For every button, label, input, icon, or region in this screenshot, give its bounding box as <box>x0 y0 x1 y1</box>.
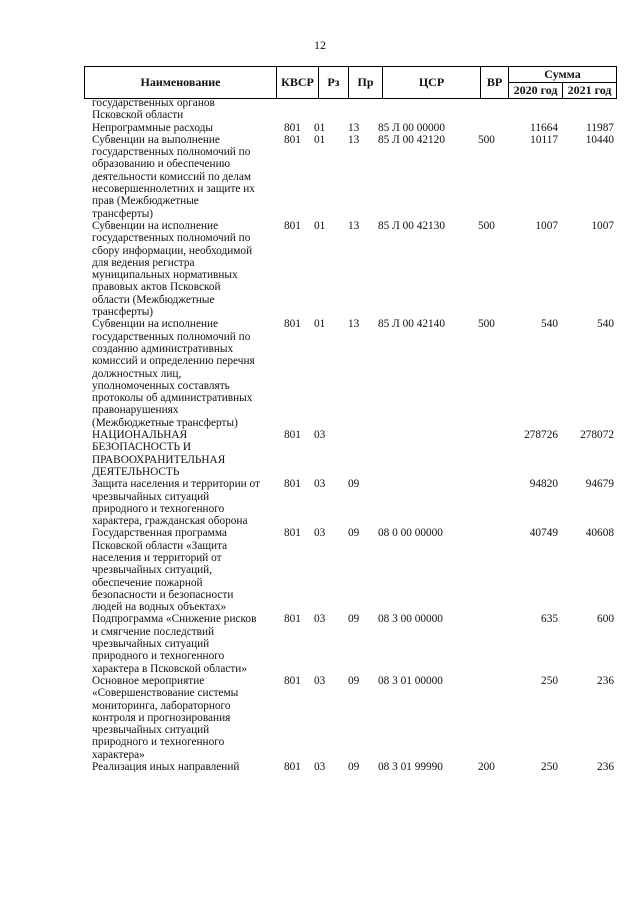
cell-csr: 08 3 01 00000 <box>378 674 443 687</box>
cell-rz: 03 <box>314 674 326 687</box>
cell-y2020 <box>508 97 558 122</box>
header-rz: Рз <box>319 67 349 99</box>
cell-rz: 01 <box>314 121 326 134</box>
table-header <box>84 66 617 99</box>
cell-pr: 09 <box>348 478 360 491</box>
cell-name: Реализация иных направлений <box>92 761 240 774</box>
cell-pr: 09 <box>348 761 360 774</box>
cell-vr <box>478 527 508 613</box>
cell-y2021: 236 <box>597 761 614 774</box>
cell-kvsr: 801 <box>284 219 301 232</box>
cell-rz: 03 <box>314 478 326 491</box>
table-body <box>92 97 614 773</box>
cell-vr: 500 <box>478 318 495 331</box>
cell-y2020: 40749 <box>529 527 558 540</box>
cell-name: Основное мероприятие «Совершенствование системы мониторинга, лабораторного контроля и прогнозирования чрезвычайных ситуаций природного и техногенного характера» <box>92 674 239 761</box>
cell-pr <box>348 97 378 122</box>
cell-csr: 85 Л 00 00000 <box>378 121 445 134</box>
cell-kvsr: 801 <box>284 133 301 146</box>
cell-name: Субвенции на исполнение государственных полномочий по сбору информации, необходимой для ведения регистра муниципальных нормативных правовых актов Псковской области (Межбюджетные трансферты) <box>92 219 253 319</box>
cell-vr <box>478 478 508 527</box>
cell-rz: 03 <box>314 761 326 774</box>
header-csr: ЦСР <box>383 67 481 99</box>
cell-csr: 08 0 00 00000 <box>378 527 443 540</box>
cell-y2020: 10117 <box>530 133 558 146</box>
table-row <box>92 613 614 674</box>
cell-vr: 500 <box>478 133 495 146</box>
cell-y2020: 635 <box>541 613 558 626</box>
table-row <box>92 478 614 527</box>
page-number: 12 <box>314 38 326 52</box>
cell-name: НАЦИОНАЛЬНАЯ БЕЗОПАСНОСТЬ И ПРАВООХРАНИТЕЛЬНАЯ ДЕЯТЕЛЬНОСТЬ <box>92 429 226 478</box>
cell-rz: 03 <box>314 527 326 540</box>
cell-rz: 01 <box>314 133 326 146</box>
cell-pr: 09 <box>348 674 360 687</box>
cell-kvsr: 801 <box>284 318 301 331</box>
cell-y2021: 540 <box>597 318 614 331</box>
table-row <box>92 527 614 613</box>
cell-kvsr: 801 <box>284 761 301 774</box>
cell-y2021: 278072 <box>580 429 614 442</box>
cell-y2020: 540 <box>541 318 558 331</box>
cell-pr <box>348 429 378 478</box>
cell-name: государственных органов Псковской области <box>92 97 215 122</box>
table-row <box>92 122 614 134</box>
cell-y2021: 236 <box>597 674 614 687</box>
cell-pr: 13 <box>348 121 360 134</box>
cell-name: Подпрограмма «Снижение рисков и смягчение последствий чрезвычайных ситуаций природного и техногенного характера в Псковской области» <box>92 613 257 675</box>
table-row <box>92 429 614 478</box>
cell-pr: 13 <box>348 219 360 232</box>
cell-y2020: 11664 <box>530 121 558 134</box>
cell-y2021: 40608 <box>585 527 614 540</box>
cell-kvsr <box>284 97 314 122</box>
header-2021: 2021 год <box>563 83 617 99</box>
table-row <box>92 134 614 220</box>
cell-y2021: 94679 <box>585 478 614 491</box>
cell-csr: 85 Л 00 42120 <box>378 133 445 146</box>
cell-name: Государственная программа Псковской области «Защита населения и территорий от чрезвычайных ситуаций, обеспечение пожарной безопасности и безопасности людей на водных объектах» <box>92 527 234 614</box>
cell-rz: 01 <box>314 219 326 232</box>
cell-kvsr: 801 <box>284 478 301 491</box>
cell-y2021: 11987 <box>586 121 614 134</box>
cell-y2020: 250 <box>541 674 558 687</box>
cell-rz: 03 <box>314 613 326 626</box>
cell-vr: 200 <box>478 761 495 774</box>
header-sum: Сумма <box>509 67 617 83</box>
cell-csr: 85 Л 00 42140 <box>378 318 445 331</box>
cell-vr <box>478 122 508 134</box>
cell-kvsr: 801 <box>284 527 301 540</box>
cell-y2021: 10440 <box>585 133 614 146</box>
table-row <box>92 761 614 773</box>
cell-kvsr: 801 <box>284 613 301 626</box>
header-name: Наименование <box>85 67 277 99</box>
cell-y2020: 1007 <box>535 219 558 232</box>
cell-name: Субвенции на выполнение государственных полномочий по образованию и обеспечению деятельности комиссий по делам несовершеннолетних и защите их прав (Межбюджетные трансферты) <box>92 133 255 220</box>
header-vr: ВР <box>481 67 509 99</box>
cell-y2020: 94820 <box>529 478 558 491</box>
cell-rz: 03 <box>314 429 326 442</box>
header-kvsr: КВСР <box>277 67 319 99</box>
cell-vr <box>478 97 508 122</box>
cell-y2021: 1007 <box>591 219 614 232</box>
cell-csr <box>378 478 478 527</box>
cell-y2020: 250 <box>541 761 558 774</box>
cell-rz <box>314 97 348 122</box>
cell-vr <box>478 613 508 674</box>
cell-csr: 85 Л 00 42130 <box>378 219 445 232</box>
budget-table <box>92 97 614 773</box>
cell-y2020: 278726 <box>524 429 558 442</box>
header-pr: Пр <box>349 67 383 99</box>
cell-name: Непрограммные расходы <box>92 121 213 134</box>
cell-kvsr: 801 <box>284 674 301 687</box>
cell-pr: 13 <box>348 133 360 146</box>
cell-pr: 13 <box>348 318 360 331</box>
table-row <box>92 97 614 122</box>
cell-csr: 08 3 01 99990 <box>378 761 443 774</box>
cell-vr <box>478 429 508 478</box>
cell-rz: 01 <box>314 318 326 331</box>
cell-pr: 09 <box>348 527 360 540</box>
table-row <box>92 220 614 318</box>
cell-name: Субвенции на исполнение государственных полномочий по созданию административных комиссий и определению перечня должностных лиц, уполномоченных составлять протоколы об административных правонарушениях (Межбюджетные трансферты) <box>92 318 255 429</box>
cell-kvsr: 801 <box>284 429 301 442</box>
cell-pr: 09 <box>348 613 360 626</box>
cell-y2021 <box>558 97 614 122</box>
cell-vr <box>478 675 508 761</box>
table-row <box>92 675 614 761</box>
cell-y2021: 600 <box>597 613 614 626</box>
cell-csr <box>378 429 478 478</box>
cell-csr: 08 3 00 00000 <box>378 613 443 626</box>
header-2020: 2020 год <box>509 83 563 99</box>
cell-name: Защита населения и территории от чрезвычайных ситуаций природного и техногенного характера, гражданская оборона <box>92 478 260 528</box>
cell-csr <box>378 97 478 122</box>
cell-vr: 500 <box>478 219 495 232</box>
cell-kvsr: 801 <box>284 121 301 134</box>
table-row <box>92 318 614 429</box>
